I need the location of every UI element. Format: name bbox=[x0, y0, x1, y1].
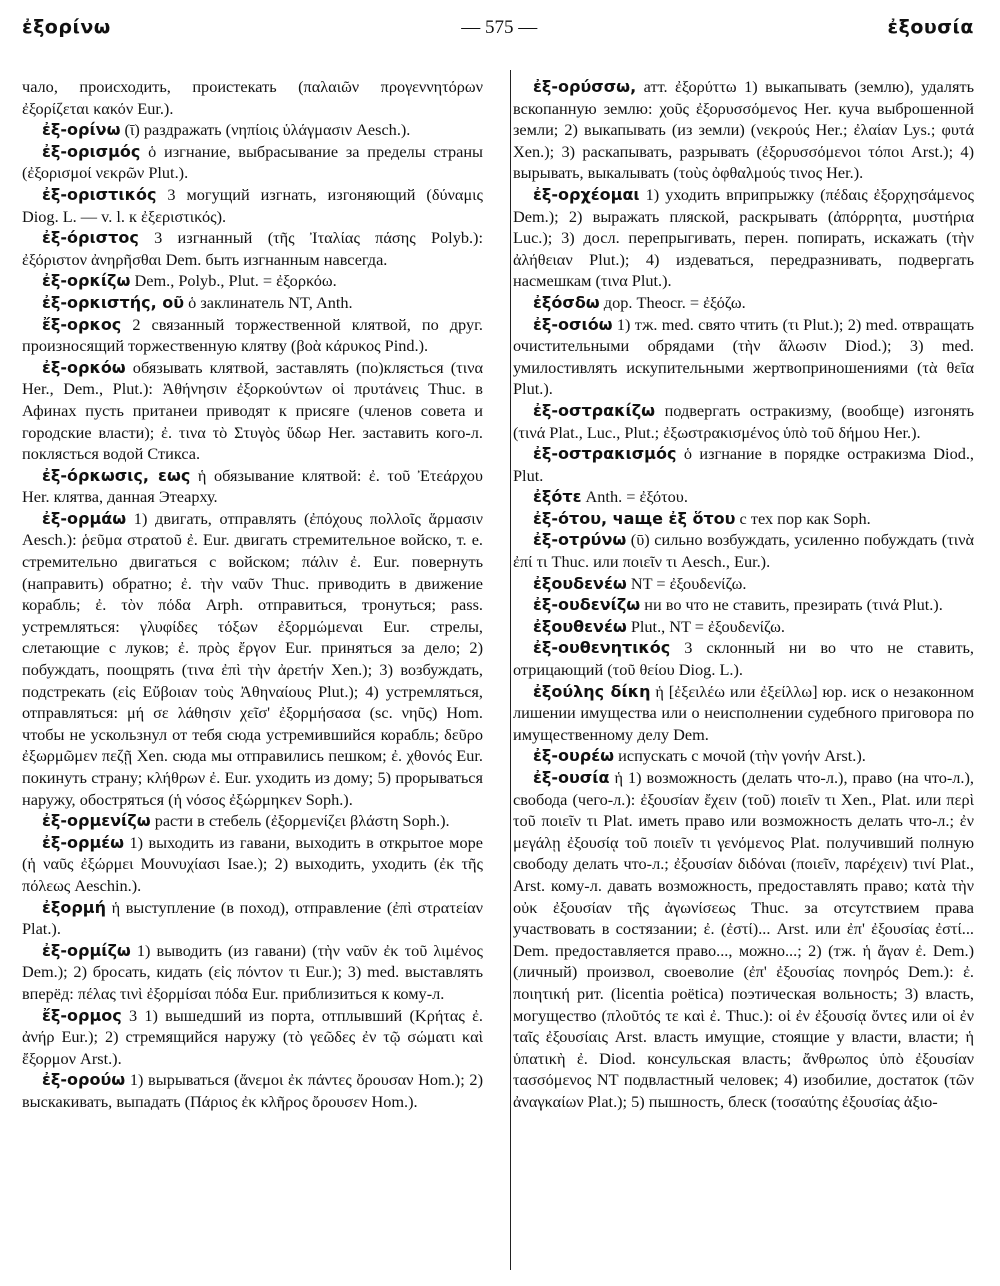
entry-lemma: ἐξ-ορμίζω bbox=[42, 940, 131, 960]
entry-text: ни во что не ставить, презирать (τινά Plut.). bbox=[640, 595, 943, 615]
entry-lemma: ἐξ-ορκιστής, οῦ bbox=[42, 292, 185, 312]
entry-lemma: ἐξ-όρκωσις, εως bbox=[42, 465, 191, 485]
dictionary-entry bbox=[22, 1005, 483, 1070]
dictionary-entry bbox=[513, 594, 974, 616]
entry-lemma: ἐξ-ορμέω bbox=[42, 832, 125, 852]
entry-lemma: ἐξ-ορίνω bbox=[42, 120, 121, 140]
dictionary-entry bbox=[513, 616, 974, 638]
entry-text: 3 1) вышедший из порта, отплывший (Κρήτας ἐ. ἀνήρ Eur.); 2) стремящийся наружу (τὸ γεῶδες ἐν τῷ σώματι καὶ ἔξορμον Arst.). bbox=[22, 1005, 483, 1068]
columns bbox=[22, 76, 974, 1266]
entry-lemma: ἐξ-όριστος bbox=[42, 228, 139, 248]
entry-lemma: ἐξουθενέω bbox=[533, 616, 627, 636]
dictionary-entry bbox=[22, 508, 483, 810]
entry-lemma: ἐξ-ουσία bbox=[533, 768, 610, 787]
entry-lemma: ἐξ-οτρύνω bbox=[533, 530, 627, 550]
entry-text: ἡ [ἐξειλέω или ἐξείλλω] юр. иск о незаконном лишении имущества или о неисполнении судебного приговора по имущественному делу Dem. bbox=[513, 681, 974, 744]
entry-text: ἡ 1) возможность (делать что-л.), право (на что-л.), свобода (чего-л.): ἐξουσίαν ἔχειν (τοῦ) ποιεῖν τι Xen., Plat. или περὶ τοῦ ποιεῖν τι Plat. иметь право или возможность делать что-л.; ἐν μεγάλῃ ἐξουσίᾳ τοῦ ποιεῖν τι γενόμενος Plat. получивший полную свободу делать что-л.; ἐξουσίαν διδόναι (ποιεῖν, παρέχειν) τινί Plat., Arst. кому-л. давать возможность, предоставлять право; κατὰ τὴν οὐκ ἐξουσίαν τῆς ἀγωνίσεως Thuc. за отсутствием права участвовать в состязании; ἐ. (ἐστί)... Arst. или ἐπ' ἐξουσίας ἐστί... Dem. предоставляется право..., можно...; 2) (тж. ἡ ἄγαν ἐ. Dem.) (личный) произвол, своеволие (ἐπ' ἐξουσίας πονηρός Dem.): ἐ. ποιητική рит. (licentia poëtica) поэтическая вольность; 3) власть, могущество (πλοῦτός τε καὶ ἐ. Thuc.): οἱ ἐν ἐξουσίᾳ ὄντες или οἱ ἐν ταῖς ἐξουσίαις Arst. власть имущие, стоящие у власти, власти; ἡ ὑπατικὴ ἐ. Diod. консульская власть; ἄνθρωπος ὑπὸ ἐξουσίαν τασσόμενος NT подвластный человек; 4) изобилие, достаток (τῶν ἀναγκαίων Plat.); 5) пышность, блеск (τοσαύτης ἐξουσίας ἀξιο- bbox=[513, 768, 974, 1111]
entry-text: 3 могущий изгнать, изгоняющий (δύναμις Diog. L. — v. l. к ἐξεριστικός). bbox=[22, 184, 483, 226]
entry-text: Plut., NT = ἐξουδενίζω. bbox=[626, 616, 785, 636]
entry-lemma: ἐξ-ουθενητικός bbox=[533, 638, 671, 658]
entry-text: чало, происходить, проистекать (παλαιῶν προγεννητόρων ἐξορίζεται κακόν Eur.). bbox=[22, 77, 483, 118]
dictionary-entry bbox=[22, 141, 483, 184]
entry-lemma: ἔξ-ορκος bbox=[42, 314, 122, 334]
entry-lemma: ἔξ-ορμος bbox=[42, 1005, 122, 1025]
entry-lemma: ἐξ-ορμενίζω bbox=[42, 811, 151, 831]
entry-text: 1) вырываться (ἄνεμοι ἐκ πάντες ὄρουσαν Hom.); 2) выскакивать, выпадать (Πάριος ἐκ κλῆρος ὄρουσεν Hom.). bbox=[22, 1070, 483, 1111]
entry-text: 3 склонный ни во что не ставить, отрицающий (τοῦ θείου Diog. L.). bbox=[513, 638, 974, 680]
entry-text: атт. ἐξορύττω 1) выкапывать (землю), удалять вскопанную землю: χοῦς ἐξορυσσόμενος Her. куча выброшенной земли; 2) выкапывать (из земли) (νεκρούς Her.; ἐλαίαν Lys.; φυτά Xen.); 3) раскапывать, разрывать (ἐξορυσσόμενοι τόποι Arst.); 4) вырывать, выкалывать (τοὺς ὀφθαλμούς τινος Her.). bbox=[513, 77, 974, 183]
entry-lemma: ἐξ-οσιόω bbox=[533, 314, 613, 334]
dictionary-entry bbox=[22, 1069, 483, 1112]
dictionary-entry bbox=[513, 637, 974, 680]
entry-text: дор. Theocr. = ἐξόζω. bbox=[599, 292, 746, 312]
entry-text: 1) выходить из гавани, выходить в открытое море (ἡ ναῦς ἐξώρμει Μουνυχίασι Isae.); 2) выходить, уходить (ἐκ τῆς πόλεως Aeschin.). bbox=[22, 832, 483, 895]
column-divider bbox=[510, 70, 511, 1270]
dictionary-entry bbox=[22, 314, 483, 357]
entry-text: испускать с мочой (τὴν γονήν Arst.). bbox=[614, 746, 866, 766]
entry-text: 2 связанный торжественной клятвой, по друг. произносящий торжественную клятву (βοὰ κάρυκος Pind.). bbox=[22, 314, 483, 356]
dictionary-entry bbox=[513, 184, 974, 292]
dictionary-entry bbox=[22, 940, 483, 1005]
page-number: — 575 — bbox=[461, 17, 538, 38]
dictionary-entry bbox=[513, 400, 974, 443]
entry-lemma: ἐξ-ουρέω bbox=[533, 746, 615, 766]
dictionary-entry bbox=[22, 227, 483, 270]
dictionary-entry bbox=[22, 357, 483, 465]
dictionary-entry bbox=[22, 897, 483, 940]
page-header bbox=[22, 16, 974, 46]
entry-text: (ῡ) сильно возбуждать, усиленно побуждать (τινὰ ἐπί τι Thuc. или ποιεῖν τι Aesch., Eur.). bbox=[513, 530, 974, 572]
entry-lemma: ἐξούλης δίκη bbox=[533, 681, 651, 701]
entry-lemma: ἐξόσδω bbox=[533, 292, 600, 312]
dictionary-entry bbox=[22, 465, 483, 508]
entry-text: 3 изгнанный (τῆς Ἰταλίας πάσης Polyb.): ἐξόριστον ἀνηρῆσθαι Dem. быть изгнанным навсегда. bbox=[22, 228, 483, 269]
entry-lemma: ἐξ-ότου, чаще ἐξ ὅτου bbox=[533, 508, 736, 528]
entry-text: NT = ἐξουδενίζω. bbox=[626, 573, 747, 593]
dictionary-entry bbox=[513, 76, 974, 184]
entry-text: ἡ обязывание клятвой: ἐ. τοῦ Ἐτεάρχου Her. клятва, данная Этеарху. bbox=[22, 465, 483, 507]
entry-text: расти в стебель (ἐξορμενίζει βλάστη Soph.). bbox=[150, 811, 450, 831]
dictionary-entry bbox=[513, 314, 974, 400]
entry-text: (ῑ) раздражать (νηπίοις ὑλάγμασιν Aesch.). bbox=[120, 120, 411, 140]
entry-lemma: ἐξ-οστρακίζω bbox=[533, 400, 656, 420]
entry-text: ὁ изгнание, выбрасывание за пределы страны (ἐξορισμοί νεκρῶν Plut.). bbox=[22, 141, 483, 183]
left-column bbox=[22, 76, 483, 1266]
entry-lemma: ἐξ-ορμάω bbox=[42, 508, 127, 528]
entry-lemma: ἐξ-ουδενίζω bbox=[533, 595, 641, 615]
entry-text: Dem., Polyb., Plut. = ἐξορκόω. bbox=[130, 271, 337, 291]
entry-text: ἡ выступление (в поход), отправление (ἐπὶ στρατείαν Plat.). bbox=[22, 897, 483, 939]
dictionary-entry bbox=[22, 119, 483, 141]
entry-lemma: ἐξ-οριστικός bbox=[42, 184, 157, 204]
entry-lemma: ἐξ-ορούω bbox=[42, 1070, 126, 1090]
dictionary-entry bbox=[513, 529, 974, 572]
dictionary-entry bbox=[513, 508, 974, 530]
dictionary-entry bbox=[513, 573, 974, 595]
entry-lemma: ἐξ-ορχέομαι bbox=[533, 184, 640, 204]
entry-text: с тех пор как Soph. bbox=[735, 508, 871, 528]
right-running-head: ἐξουσία bbox=[887, 16, 974, 38]
dictionary-entry bbox=[22, 76, 483, 119]
entry-lemma: ἐξ-ορισμός bbox=[42, 141, 141, 161]
dictionary-entry bbox=[513, 443, 974, 486]
dictionary-entry bbox=[513, 745, 974, 767]
entry-lemma: ἐξότε bbox=[533, 487, 582, 507]
entry-text: 1) двигать, отправлять (ἐπόχους πολλοῖς ἅρμασιν Aesch.): ῥεῦμα στρατοῦ ἐ. Eur. двигать стремительное войско, т. е. стремительно двигаться с войском; πάλιν ἐ. Eur. повернуть (направить) обратно; ἐ. τὴν ναῦν Thuc. приводить в движение корабль; ἐ. τὸν πόδα Arph. отправиться, тронуться; pass. устремляться: γλυφίδες τόξων ἐξορμώμεναι Eur. стрелы, слетающие с луков; ἐ. πρὸς ἔργον Eur. приняться за дело; 2) побуждать, поощрять (τινα ἐπὶ τὴν ἀρετήν Xen.); 3) возбуждать, подстрекать (εἰς Εὔβοιαν τοὺς Ἀθηναίους Plut.); 4) устремляться, отправляться: μή σε λάθησιν χεῖσ' ἐξορμήσασα (sc. νηῦς) Hom. чтобы не ускользнул от тебя сюда устремившийся корабль; δεῦρο ἐξωρμῶμεν πεζῇ Xen. сюда мы отправились пешком; ἐ. χθονός Eur. покинуть страну; κλήθρων ἐ. Eur. уходить из дому; 5) прорываться наружу, обостряться (ἡ νόσος ἐξώρμηκεν Soph.). bbox=[22, 508, 483, 809]
entry-lemma: ἐξ-ορκόω bbox=[42, 357, 126, 377]
dictionary-entry bbox=[22, 810, 483, 832]
entry-lemma: ἐξ-ορκίζω bbox=[42, 271, 131, 291]
dictionary-entry bbox=[22, 292, 483, 314]
entry-text: Anth. = ἐξότου. bbox=[581, 487, 688, 507]
entry-lemma: ἐξουδενέω bbox=[533, 573, 627, 593]
dictionary-entry bbox=[513, 767, 974, 1113]
left-running-head: ἐξορίνω bbox=[22, 16, 111, 38]
dictionary-entry bbox=[22, 832, 483, 897]
entry-lemma: ἐξ-ορύσσω, bbox=[533, 77, 637, 96]
dictionary-entry bbox=[513, 681, 974, 746]
entry-text: ὁ заклинатель NT, Anth. bbox=[184, 292, 353, 312]
entry-text: 1) уходить вприпрыжку (πέδαις ἐξορχησάμενος Dem.); 2) выражать пляской, раскрывать (ἀπόρρητα, μυστήρια Luc.); 3) досл. перепрыгивать, перен. попирать, искажать (τὴν ἀλήθειαν Plut.); 4) издеваться, передразнивать, подвергать насмешкам (τινα Plut.). bbox=[513, 184, 974, 291]
dictionary-entry bbox=[22, 184, 483, 227]
dictionary-entry bbox=[513, 486, 974, 508]
entry-lemma: ἐξ-οστρακισμός bbox=[533, 444, 677, 464]
entry-lemma: ἐξορμή bbox=[42, 897, 106, 917]
entry-text: 1) выводить (из гавани) (τὴν ναῦν ἐκ τοῦ λιμένος Dem.); 2) бросать, кидать (εἰς πόντον τι Eur.); 3) med. выставлять вперёд: πέλας τινὶ ἐξορμίσαι πόδα Eur. приблизиться к кому-л. bbox=[22, 940, 483, 1003]
dictionary-entry bbox=[513, 292, 974, 314]
entry-text: ὁ изгнание в порядке остракизма Diod., Plut. bbox=[513, 444, 974, 485]
dictionary-entry bbox=[22, 270, 483, 292]
right-column bbox=[513, 76, 974, 1266]
entry-text: 1) тж. med. свято чтить (τι Plut.); 2) med. отвращать очистительными обрядами (τὴν ἅλωσιν Diod.); 3) med. умилостивлять искупительными жертвоприношениями (τὰ θεῖα Plut.). bbox=[513, 314, 974, 399]
entry-text: подвергать остракизму, (вообще) изгонять (τινά Plat., Luc., Plut.; ἐξωστρακισμένος ὑπὸ τοῦ δήμου Her.). bbox=[513, 400, 974, 442]
entry-text: обязывать клятвой, заставлять (по)клясться (τινα Her., Dem., Plut.): Ἀθήνησιν ἐξορκούντων οἱ πρυτάνεις Thuc. в Афинах пусть пританеи приводят к присяге (членов совета и городские власти); ἐ. τινα τὸ Στυγὸς ὕδωρ Her. заставить кого-л. поклясться водой Стикса. bbox=[22, 357, 483, 464]
